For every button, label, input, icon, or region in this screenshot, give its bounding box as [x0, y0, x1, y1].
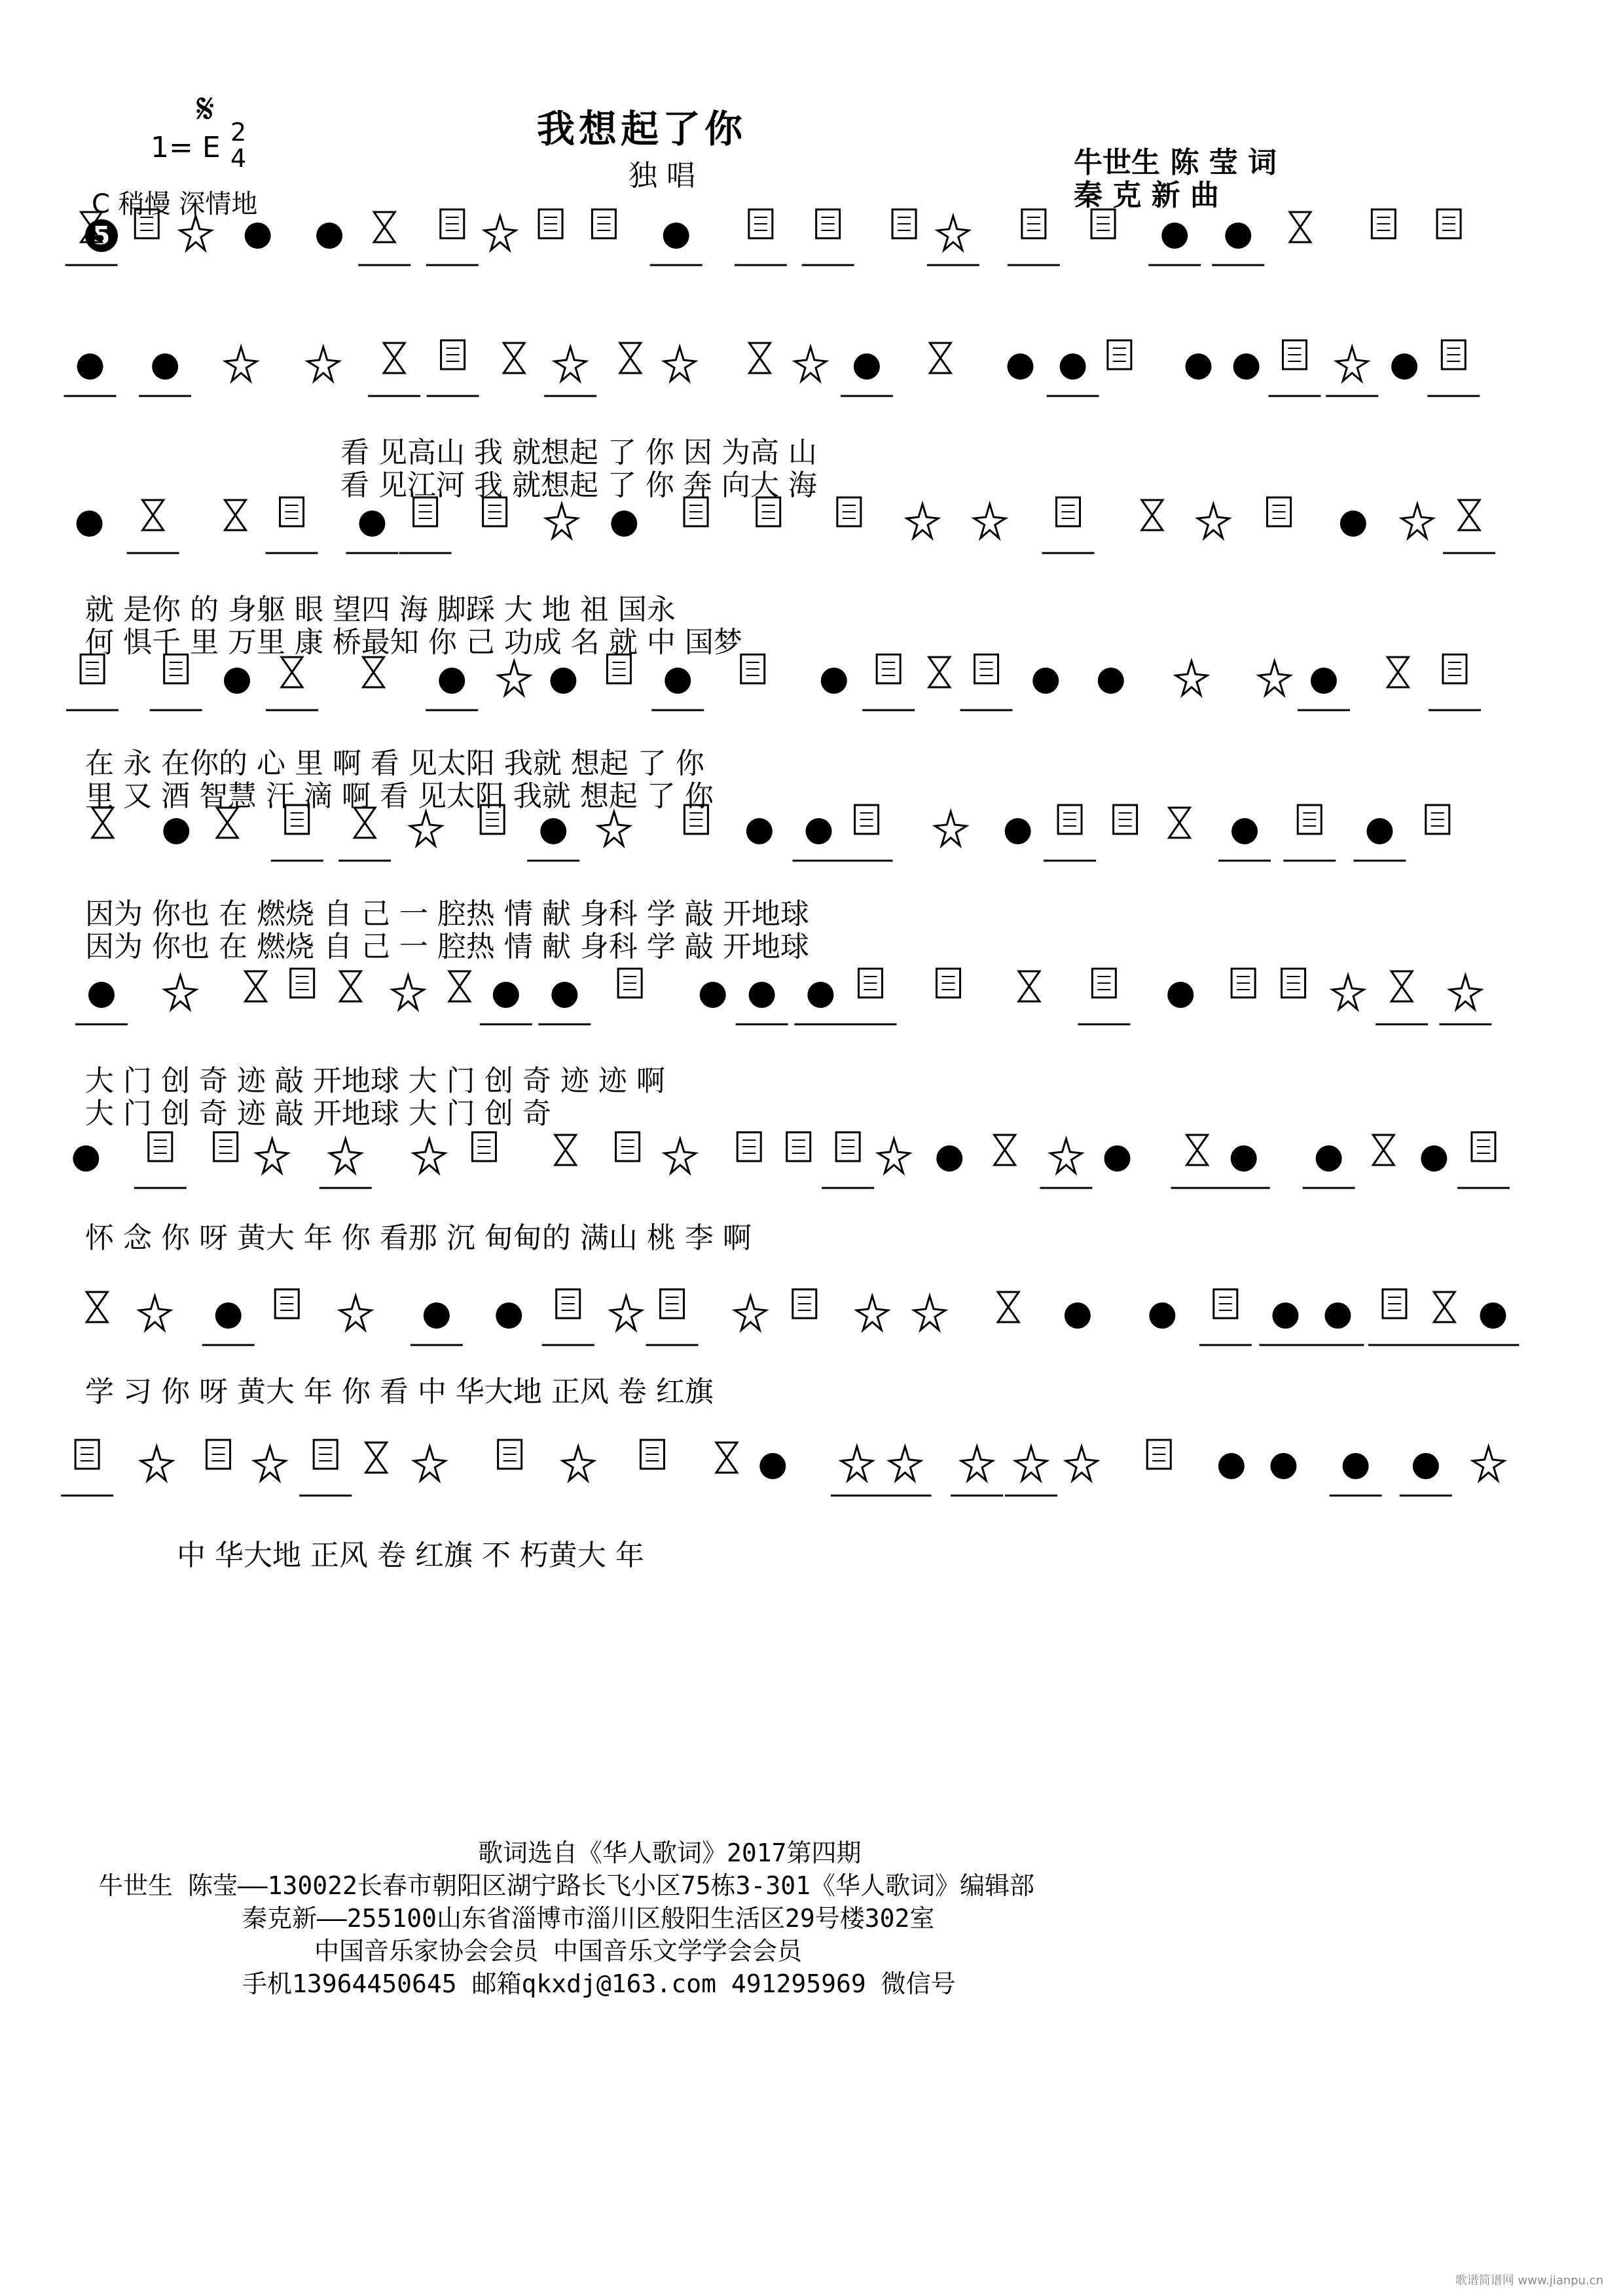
note-dot — [359, 511, 385, 537]
note-dot — [1231, 818, 1258, 844]
star-glyph — [878, 1139, 909, 1173]
star-glyph — [1050, 1139, 1082, 1173]
hourglass-glyph — [340, 971, 361, 1001]
lyric-line: 在 永 在你的 心 里 啊 看 见太阳 我就 想起 了 你 — [85, 747, 704, 780]
song-title: 我想起了你 — [537, 107, 747, 151]
footer-contact: 手机13964450645 邮箱qkxdj@163.com 491295969 微信号 — [242, 1969, 956, 1998]
star-glyph — [1176, 661, 1207, 695]
note-dot — [1218, 1453, 1245, 1479]
note-dot — [821, 668, 847, 694]
hourglass-glyph — [503, 343, 524, 373]
note-dot — [700, 982, 726, 1008]
lyric-line: 看 见高山 我 就想起 了 你 因 为高 山 — [340, 436, 817, 469]
lyricist-credit: 牛世生 陈 莹 词 — [1074, 146, 1277, 179]
note-dot — [1185, 353, 1211, 380]
star-glyph — [1066, 1446, 1097, 1480]
note-dot — [496, 1302, 522, 1329]
star-glyph — [484, 216, 516, 250]
lyric-line: 因为 你也 在 燃烧 自 己 一 腔热 情 献 身科 学 敲 开地球 — [85, 897, 809, 931]
star-glyph — [1332, 975, 1364, 1009]
note-dot — [749, 982, 775, 1008]
star-glyph — [610, 1296, 642, 1330]
star-glyph — [907, 504, 938, 538]
note-dot — [1104, 1145, 1130, 1172]
hourglass-glyph — [1434, 1292, 1455, 1322]
note-dot — [493, 982, 519, 1008]
star-glyph — [414, 1446, 445, 1480]
notation-row-8 — [0, 1276, 1623, 1361]
performance-type: 独 唱 — [629, 159, 695, 192]
note-dot — [1324, 1302, 1351, 1329]
note-dot — [1272, 1302, 1298, 1329]
note-dot — [424, 1302, 450, 1329]
notation-row-1 — [0, 196, 1623, 281]
footer-memberships: 中国音乐家协会会员 中国音乐文学学会会员 — [314, 1937, 802, 1965]
lyric-line: 看 见江河 我 就想起 了 你 奔 向大 海 — [340, 469, 817, 502]
note-dot — [1032, 668, 1059, 694]
note-dot — [1161, 223, 1188, 249]
hourglass-glyph — [225, 500, 246, 530]
star-glyph — [974, 504, 1006, 538]
star-glyph — [225, 347, 257, 381]
hourglass-glyph — [998, 1292, 1019, 1322]
notation-row-9 — [0, 1427, 1623, 1512]
star-glyph — [562, 1446, 594, 1480]
lyric-line: 大 门 创 奇 迹 敲 开地球 大 门 创 奇 迹 迹 啊 — [85, 1064, 665, 1098]
note-dot — [1065, 1302, 1091, 1329]
time-sig-bottom: 4 — [230, 144, 247, 173]
lyric-line: 就 是你 的 身躯 眼 望四 海 脚踩 大 地 祖 国永 — [85, 593, 676, 626]
star-glyph — [1450, 975, 1481, 1009]
notation-row-6 — [0, 956, 1623, 1041]
note-dot — [807, 982, 833, 1008]
rehearsal-mark: 5 — [85, 219, 118, 252]
watermark: 歌谱简谱网 www.jianpu.cn — [1455, 2274, 1603, 2287]
note-dot — [1167, 982, 1194, 1008]
hourglass-glyph — [1387, 657, 1408, 687]
star-glyph — [665, 1139, 696, 1173]
star-glyph — [856, 1296, 888, 1330]
star-glyph — [935, 812, 966, 846]
hourglass-glyph — [282, 657, 302, 687]
hourglass-glyph — [81, 212, 102, 242]
hourglass-glyph — [374, 212, 395, 242]
tempo-mark: C 稍慢 深情地 — [92, 189, 258, 219]
hourglass-glyph — [1169, 808, 1190, 838]
star-glyph — [555, 347, 586, 381]
star-glyph — [1015, 1446, 1047, 1480]
note-dot — [1007, 353, 1033, 380]
note-dot — [551, 982, 577, 1008]
note-dot — [1149, 1302, 1175, 1329]
star-glyph — [141, 1446, 172, 1480]
lyric-line: 学 习 你 呀 黄大 年 你 看 中 华大地 正风 卷 红旗 — [85, 1375, 714, 1408]
note-dot — [77, 353, 103, 380]
star-glyph — [841, 1446, 873, 1480]
note-dot — [806, 818, 832, 844]
segno-icon: 𝄋 — [196, 85, 215, 134]
star-glyph — [1473, 1446, 1504, 1480]
lyric-line: 因为 你也 在 燃烧 自 己 一 腔热 情 献 身科 学 敲 开地球 — [85, 930, 809, 963]
star-glyph — [1197, 504, 1229, 538]
note-dot — [1391, 353, 1417, 380]
hourglass-glyph — [1459, 500, 1480, 530]
note-dot — [152, 353, 178, 380]
star-glyph — [392, 975, 424, 1009]
star-glyph — [308, 347, 339, 381]
note-dot — [163, 818, 189, 844]
footer-source: 歌词选自《华人歌词》2017第四期 — [478, 1839, 862, 1867]
star-glyph — [410, 812, 442, 846]
hourglass-glyph — [143, 500, 164, 530]
note-dot — [1366, 818, 1393, 844]
lyric-line: 怀 念 你 呀 黄大 年 你 看那 沉 甸甸的 满山 桃 李 啊 — [85, 1221, 752, 1255]
star-glyph — [1259, 661, 1290, 695]
hourglass-glyph — [994, 1135, 1015, 1165]
hourglass-glyph — [1290, 212, 1311, 242]
star-glyph — [1336, 347, 1368, 381]
star-glyph — [598, 812, 630, 846]
hourglass-glyph — [384, 343, 405, 373]
note-dot — [1343, 1453, 1369, 1479]
star-glyph — [330, 1139, 361, 1173]
note-dot — [1231, 1145, 1257, 1172]
time-sig-top: 2 — [230, 118, 247, 147]
note-dot — [1233, 353, 1260, 380]
note-dot — [1098, 668, 1124, 694]
hourglass-glyph — [1142, 500, 1163, 530]
note-dot — [936, 1145, 962, 1172]
hourglass-glyph — [930, 343, 951, 373]
note-dot — [665, 668, 691, 694]
note-dot — [663, 223, 689, 249]
star-glyph — [498, 661, 530, 695]
notation-row-7 — [0, 1119, 1623, 1204]
hourglass-glyph — [363, 657, 384, 687]
star-glyph — [180, 216, 211, 250]
star-glyph — [735, 1296, 766, 1330]
note-dot — [1311, 668, 1337, 694]
star-glyph — [938, 216, 969, 250]
note-dot — [550, 668, 576, 694]
hourglass-glyph — [750, 343, 771, 373]
hourglass-glyph — [620, 343, 641, 373]
note-dot — [245, 223, 271, 249]
note-dot — [1421, 1145, 1447, 1172]
note-dot — [73, 1145, 99, 1172]
lyric-line: 中 华大地 正风 卷 红旗 不 朽黄大 年 — [177, 1539, 644, 1572]
star-glyph — [139, 1296, 170, 1330]
note-dot — [215, 1302, 242, 1329]
note-dot — [439, 668, 465, 694]
star-glyph — [914, 1296, 945, 1330]
note-dot — [88, 982, 115, 1008]
star-glyph — [164, 975, 196, 1009]
note-dot — [540, 818, 566, 844]
key-signature: 1= E — [151, 131, 221, 164]
hourglass-glyph — [246, 971, 266, 1001]
note-dot — [224, 668, 250, 694]
star-glyph — [257, 1139, 288, 1173]
composer-credit: 秦 克 新 曲 — [1074, 179, 1219, 212]
note-dot — [759, 1453, 786, 1479]
star-glyph — [961, 1446, 993, 1480]
notation-row-2 — [0, 327, 1623, 412]
note-dot — [854, 353, 880, 380]
note-dot — [1316, 1145, 1342, 1172]
hourglass-glyph — [366, 1443, 387, 1473]
hourglass-glyph — [449, 971, 470, 1001]
hourglass-glyph — [929, 657, 950, 687]
lyric-line: 何 惧千 里 万里 康 桥最知 你 己 功成 名 就 中 国梦 — [85, 626, 742, 659]
star-glyph — [664, 347, 695, 381]
lyric-line: 大 门 创 奇 迹 敲 开地球 大 门 创 奇 — [85, 1097, 551, 1130]
star-glyph — [340, 1296, 371, 1330]
star-glyph — [546, 504, 577, 538]
note-dot — [1225, 223, 1251, 249]
note-dot — [1060, 353, 1086, 380]
note-dot — [316, 223, 342, 249]
hourglass-glyph — [555, 1135, 576, 1165]
star-glyph — [254, 1446, 285, 1480]
hourglass-glyph — [86, 1292, 107, 1322]
note-dot — [1005, 818, 1031, 844]
note-dot — [1480, 1302, 1506, 1329]
note-dot — [1270, 1453, 1296, 1479]
star-glyph — [414, 1139, 445, 1173]
hourglass-glyph — [1019, 971, 1040, 1001]
lyric-line: 里 又 酒 智慧 汗 滴 啊 看 见太阳 我就 想起 了 你 — [85, 780, 714, 813]
hourglass-glyph — [1373, 1135, 1394, 1165]
footer-lyricist-address: 牛世生 陈莹——130022长春市朝阳区湖宁路长飞小区75栋3-301《华人歌词》编辑部 — [98, 1871, 1035, 1900]
note-dot — [1340, 511, 1366, 537]
footer-composer-address: 秦克新——255100山东省淄博市淄川区般阳生活区29号楼302室 — [242, 1904, 935, 1933]
note-dot — [77, 511, 103, 537]
note-dot — [1413, 1453, 1439, 1479]
hourglass-glyph — [1187, 1135, 1208, 1165]
star-glyph — [889, 1446, 921, 1480]
star-glyph — [795, 347, 826, 381]
note-dot — [611, 511, 637, 537]
hourglass-glyph — [716, 1443, 737, 1473]
hourglass-glyph — [1391, 971, 1412, 1001]
note-dot — [746, 818, 773, 844]
star-glyph — [1402, 504, 1433, 538]
